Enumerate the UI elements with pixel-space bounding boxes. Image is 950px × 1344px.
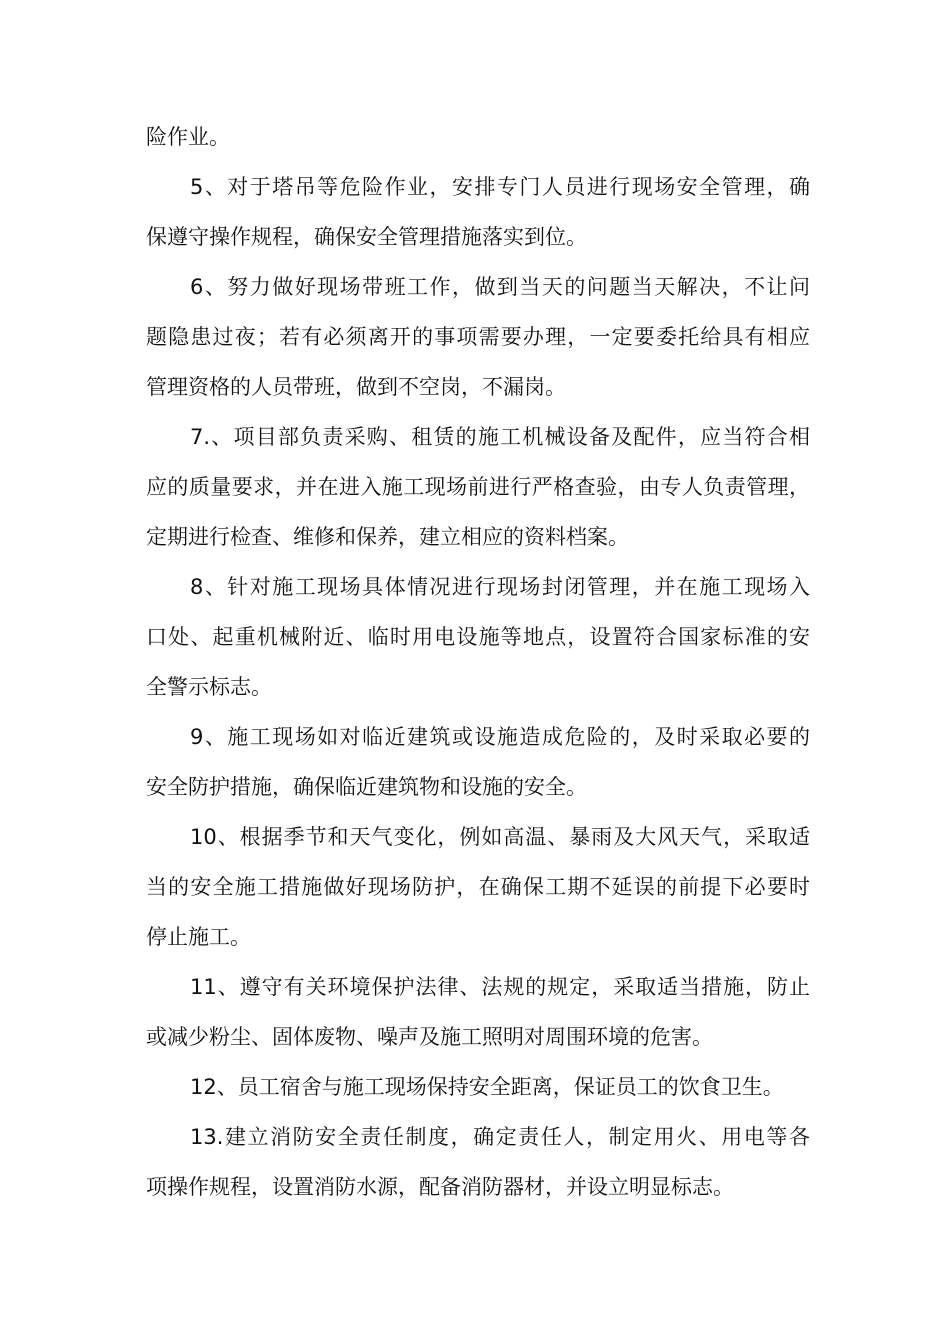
paragraph-line: 题隐患过夜；若有必须离开的事项需要办理，一定要委托给具有相应 — [146, 325, 810, 349]
paragraph-6 — [146, 262, 810, 412]
paragraph-8 — [146, 562, 810, 712]
paragraph-7 — [146, 412, 810, 562]
paragraph-line: 全警示标志。 — [146, 675, 272, 699]
paragraph-line: 8、针对施工现场具体情况进行现场封闭管理，并在施工现场入 — [190, 575, 810, 599]
paragraph-line: 安全防护措施，确保临近建筑物和设施的安全。 — [146, 775, 587, 799]
paragraph-5 — [146, 162, 810, 262]
paragraph-line: 停止施工。 — [146, 925, 251, 949]
paragraph-line: 口处、起重机械附近、临时用电设施等地点，设置符合国家标准的安 — [146, 625, 810, 649]
paragraph-line: 保遵守操作规程，确保安全管理措施落实到位。 — [146, 225, 587, 249]
paragraph-line: 12、员工宿舍与施工现场保持安全距离，保证员工的饮食卫生。 — [190, 1075, 784, 1099]
paragraph-11 — [146, 962, 810, 1062]
paragraph-line: 险作业。 — [146, 125, 230, 149]
paragraph-10 — [146, 812, 810, 962]
paragraph-line: 管理资格的人员带班，做到不空岗，不漏岗。 — [146, 375, 566, 399]
paragraph-line: 10、根据季节和天气变化，例如高温、暴雨及大风天气，采取适 — [190, 825, 810, 849]
paragraph-line: 或减少粉尘、固体废物、噪声及施工照明对周围环境的危害。 — [146, 1025, 713, 1049]
paragraph-12 — [146, 1062, 810, 1112]
paragraph-line: 应的质量要求，并在进入施工现场前进行严格查验，由专人负责管理， — [146, 475, 810, 499]
paragraph-9 — [146, 712, 810, 812]
paragraph-line: 定期进行检查、维修和保养，建立相应的资料档案。 — [146, 525, 629, 549]
paragraph-line: 11、遵守有关环境保护法律、法规的规定，采取适当措施，防止 — [190, 975, 810, 999]
paragraph-4-continued — [146, 112, 810, 162]
document-body — [146, 112, 810, 1212]
paragraph-line: 7.、项目部负责采购、租赁的施工机械设备及配件，应当符合相 — [190, 425, 810, 449]
paragraph-line: 6、努力做好现场带班工作，做到当天的问题当天解决，不让问 — [190, 275, 810, 299]
paragraph-line: 9、施工现场如对临近建筑或设施造成危险的，及时采取必要的 — [190, 725, 810, 749]
paragraph-line: 当的安全施工措施做好现场防护，在确保工期不延误的前提下必要时 — [146, 875, 810, 899]
paragraph-line: 项操作规程，设置消防水源，配备消防器材，并设立明显标志。 — [146, 1175, 734, 1199]
paragraph-line: 13.建立消防安全责任制度，确定责任人，制定用火、用电等各 — [190, 1125, 810, 1149]
paragraph-13 — [146, 1112, 810, 1212]
paragraph-line: 5、对于塔吊等危险作业，安排专门人员进行现场安全管理，确 — [190, 175, 810, 199]
